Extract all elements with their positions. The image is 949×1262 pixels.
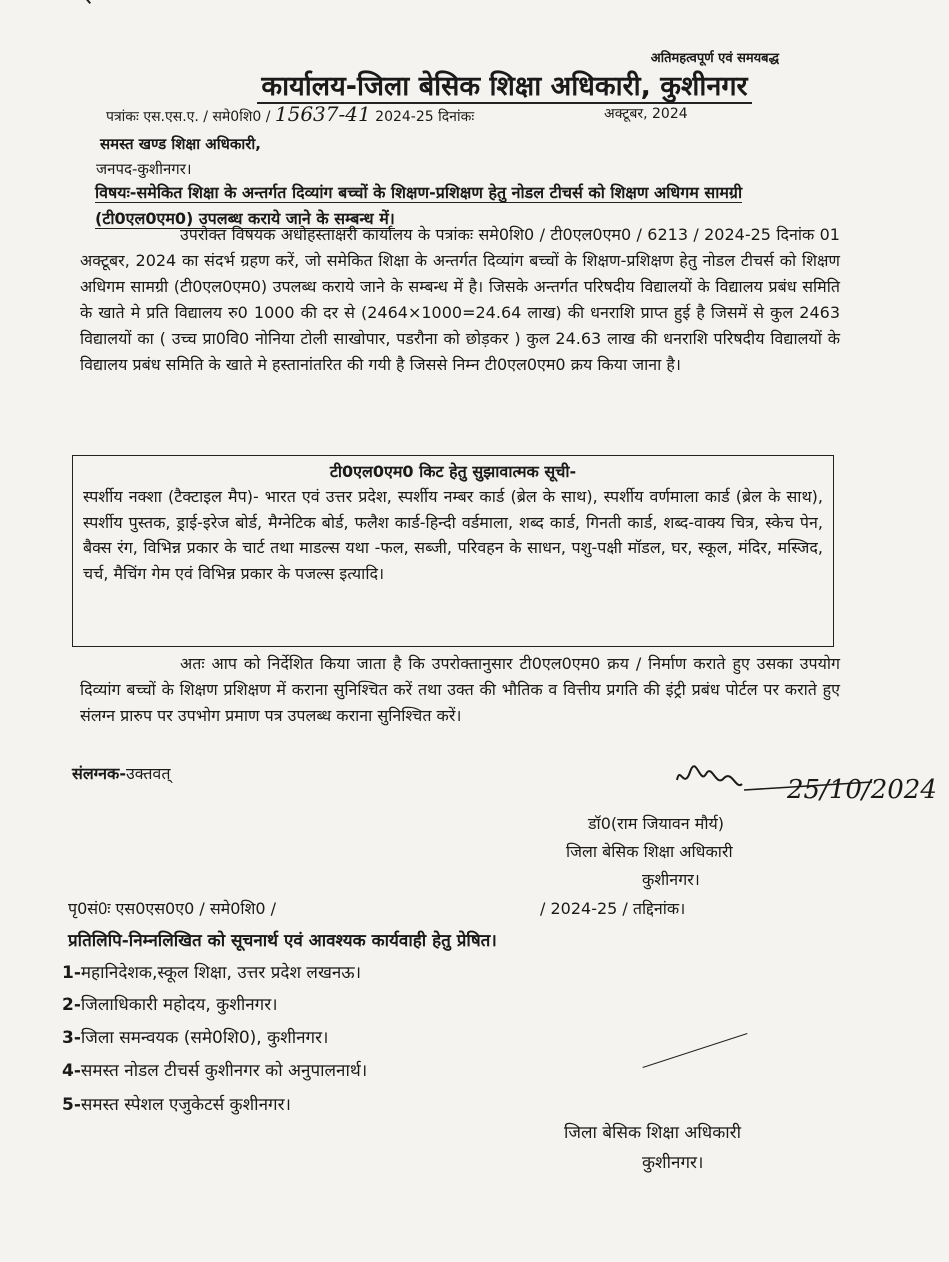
copy-reference: पृ0सं0ः एस0एस0ए0 / समे0शि0 /: [68, 899, 277, 918]
subject-label: विषयः-: [95, 183, 137, 202]
copy-item-4: [62, 1058, 367, 1081]
ref-suffix: 2024-25 दिनांकः: [375, 109, 475, 125]
copy-item-number: 2-: [62, 995, 81, 1015]
addressee-line2: जनपद-कुशीनगर।: [96, 160, 192, 178]
signatory-designation: जिला बेसिक शिक्षा अधिकारी: [566, 842, 733, 861]
copy-item-text: जिलाधिकारी महोदय, कुशीनगर।: [80, 995, 278, 1015]
ref-prefix: पत्रांकः एस.एस.ए. / समे0शि0 /: [106, 109, 271, 125]
signatory-place: कुशीनगर।: [642, 870, 700, 889]
copy-item-text: समस्त नोडल टीचर्स कुशीनगर को अनुपालनार्थ।: [80, 1061, 368, 1081]
copy-item-number: 4-: [62, 1061, 81, 1081]
ref-number-handwritten: 15637-41: [274, 102, 371, 126]
copy-signatory-designation: जिला बेसिक शिक्षा अधिकारी: [564, 1123, 742, 1143]
kit-title: टी0एल0एम0 किट हेतु सुझावात्मक सूची-: [329, 462, 577, 481]
subject-text: समेकित शिक्षा के अन्तर्गत दिव्यांग बच्चों के शिक्षण-प्रशिक्षण हेतु नोडल टीचर्स को शिक्षण अधिगम सामग्री (टी0एल0एम0) उपलब्ध कराये जाने के सम्बन्ध में।: [95, 183, 743, 228]
copy-item-text: महानिदेशक,स्कूल शिक्षा, उत्तर प्रदेश लखनऊ।: [80, 963, 362, 983]
copy-item-number: 3-: [62, 1028, 81, 1048]
reference-line: [106, 102, 474, 126]
copy-item-2: [62, 992, 278, 1015]
corner-pen-mark: [60, 0, 91, 17]
signatory-name: डॉ0(राम जियावन मौर्य): [588, 814, 725, 833]
copy-item-5: [62, 1092, 291, 1115]
copy-item-number: 5-: [62, 1095, 81, 1115]
initial-stroke: [643, 1033, 748, 1068]
office-title: [0, 66, 949, 103]
ref-date: अक्टूबर, 2024: [604, 106, 688, 122]
addressee-line1: समस्त खण्ड शिक्षा अधिकारी,: [100, 135, 262, 153]
copy-item-number: 1-: [62, 963, 81, 983]
kit-list-text: स्पर्शीय नक्शा (टैक्टाइल मैप)- भारत एवं उत्तर प्रदेश, स्पर्शीय नम्बर कार्ड (ब्रेल के साथ), स्पर्शीय वर्णमाला कार्ड (ब्रेल के साथ), स्पर्शीय पुस्तक, ड्राई-इरेज बोर्ड, मैग्नेटिक बोर्ड, फलैश कार्ड-हिन्दी वर्डमाला, शब्द कार्ड, गिनती कार्ड, शब्द-वाक्य चित्र, स्केच पेन, बैक्स रंग, विभिन्न प्रकार के चार्ट तथा माडल्स यथा -फल, सब्जी, परिवहन के साधन, पशु-पक्षी मॉडल, घर, स्कूल, मंदिर, मस्जिद, चर्च, मैचिंग गेम एवं विभिन्न प्रकार के पजल्स इत्यादि।: [83, 487, 823, 583]
copy-item-3: [62, 1025, 329, 1048]
signature-date: 25/10/2024: [787, 775, 937, 805]
tlm-kit-box: [72, 455, 834, 647]
enclosure-label: संलग्नक-: [72, 764, 126, 783]
copy-heading: प्रतिलिपि-निम्नलिखित को सूचनार्थ एवं आवश्यक कार्यवाही हेतु प्रेषित।: [68, 931, 497, 951]
office-title-text: कार्यालय-जिला बेसिक शिक्षा अधिकारी, कुशीनगर: [257, 71, 751, 104]
copy-signatory-place: कुशीनगर।: [642, 1153, 704, 1173]
enclosure-value: उक्तवत्: [125, 764, 171, 783]
enclosure: [72, 762, 170, 784]
priority-label: अतिमहत्वपूर्ण एवं समयबद्ध: [650, 51, 779, 66]
body-paragraph-2: अतः आप को निर्देशित किया जाता है कि उपरोक्तानुसार टी0एल0एम0 क्रय / निर्माण कराते हुए उसका उपयोग दिव्यांग बच्चों के शिक्षण प्रशिक्षण में कराना सुनिश्चित करें तथा उक्त की भौतिक व वित्तीय प्रगति की इंट्री प्रबंध पोर्टल पर कराते हुए संलग्न प्रारुप पर उपभोग प्रमाण पत्र उपलब्ध कराना सुनिश्चित करें।: [80, 654, 840, 725]
copy-item-text: समस्त स्पेशल एजुकेटर्स कुशीनगर।: [80, 1095, 291, 1115]
copy-reference-date: / 2024-25 / तद्दिनांक।: [540, 899, 686, 918]
body-paragraph-1: उपरोक्त विषयक अधोहस्ताक्षरी कार्यालय के पत्रांकः समे0शि0 / टी0एल0एम0 / 6213 / 2024-25 दिनांक 01 अक्टूबर, 2024 का संदर्भ ग्रहण करें, जो समेकित शिक्षा के अन्तर्गत दिव्यांग बच्चों के शिक्षण-प्रशिक्षण हेतु नोडल टीचर्स को शिक्षण अधिगम सामग्री (टी0एल0एम0) उपलब्ध कराये जाने के सम्बन्ध में है। जिसके अन्तर्गत परिषदीय विद्यालयों के विद्यालय प्रबंध समिति के खाते मे प्रति विद्यालय रु0 1000 की दर से (2464×1000=24.64 लाख) की धनराशि प्राप्त हुई है जिसमें से कुल 2463 विद्यालयों का ( उच्च प्रा0वि0 नोनिया टोली साखोपार, पडरौना को छोड़कर ) कुल 24.63 लाख की धनराशि परिषदीय विद्यालयों के विद्यालय प्रबंध समिति के खाते मे हस्तानांतरित की गयी है जिससे निम्न टी0एल0एम0 क्रय किया जाना है।: [80, 225, 840, 374]
copy-item-1: [62, 960, 361, 983]
handwritten-signature: [672, 760, 937, 820]
copy-item-text: जिला समन्वयक (समे0शि0), कुशीनगर।: [80, 1028, 329, 1048]
